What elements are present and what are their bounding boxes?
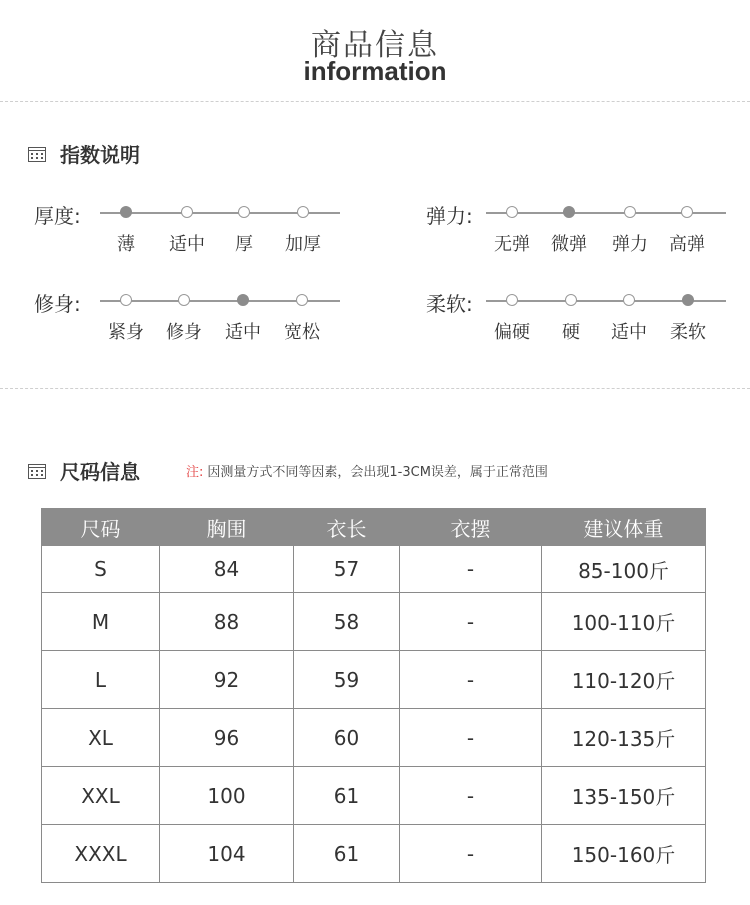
index-dot: [506, 206, 518, 218]
divider: [0, 101, 750, 102]
table-cell: 88: [160, 593, 294, 651]
table-cell: XXL: [42, 767, 160, 825]
index-dot: [120, 294, 132, 306]
table-cell: M: [42, 593, 160, 651]
table-cell: 92: [160, 651, 294, 709]
index-dot-selected: [120, 206, 132, 218]
table-header-row: [42, 509, 706, 546]
index-dot: [681, 206, 693, 218]
table-cell: 58: [294, 593, 400, 651]
index-option: 偏硬: [494, 322, 530, 343]
index-label: 弹力:: [426, 204, 473, 228]
index-dot-selected: [237, 294, 249, 306]
table-cell: 100: [160, 767, 294, 825]
table-cell: 59: [294, 651, 400, 709]
index-dot: [181, 206, 193, 218]
table-header-cell: 衣摆: [400, 509, 542, 546]
index-section-header: [28, 139, 140, 168]
calendar-icon: [28, 146, 46, 162]
size-section-header: [28, 456, 548, 485]
index-dot: [296, 294, 308, 306]
table-cell: -: [400, 546, 542, 593]
table-cell: 100-110斤: [542, 593, 706, 651]
index-option: 修身: [166, 322, 202, 343]
index-option: 适中: [225, 322, 261, 343]
size-section-title: 尺码信息: [60, 460, 140, 484]
index-option: 加厚: [285, 234, 321, 255]
index-row: [34, 288, 354, 348]
index-dot: [238, 206, 250, 218]
index-dot: [506, 294, 518, 306]
table-cell: -: [400, 825, 542, 883]
table-row: [42, 593, 706, 651]
index-label: 柔软:: [426, 292, 473, 316]
size-table: [41, 508, 706, 883]
table-row: [42, 825, 706, 883]
table-header-cell: 建议体重: [542, 509, 706, 546]
divider: [0, 388, 750, 389]
index-option: 薄: [117, 234, 135, 255]
table-header-cell: 胸围: [160, 509, 294, 546]
table-header-cell: 尺码: [42, 509, 160, 546]
page-header: [0, 0, 750, 100]
table-cell: 57: [294, 546, 400, 593]
table-cell: 61: [294, 767, 400, 825]
index-option: 适中: [611, 322, 647, 343]
index-row: [426, 288, 746, 348]
table-cell: 85-100斤: [542, 546, 706, 593]
index-option: 无弹: [494, 234, 530, 255]
index-dot-selected: [563, 206, 575, 218]
table-cell: 135-150斤: [542, 767, 706, 825]
note-label: 注:: [186, 465, 204, 480]
index-dot: [623, 294, 635, 306]
table-cell: XXXL: [42, 825, 160, 883]
index-dot: [565, 294, 577, 306]
table-cell: S: [42, 546, 160, 593]
table-row: [42, 546, 706, 593]
index-section-title: 指数说明: [60, 143, 140, 167]
index-dot: [178, 294, 190, 306]
table-cell: 104: [160, 825, 294, 883]
page-subtitle: information: [303, 56, 447, 86]
index-option: 宽松: [284, 322, 320, 343]
table-cell: 150-160斤: [542, 825, 706, 883]
page-title: 商品信息: [311, 28, 439, 63]
index-row: [426, 200, 746, 260]
table-cell: -: [400, 767, 542, 825]
calendar-icon: [28, 463, 46, 479]
index-option: 紧身: [108, 322, 144, 343]
index-dot: [297, 206, 309, 218]
table-cell: 110-120斤: [542, 651, 706, 709]
table-cell: 60: [294, 709, 400, 767]
table-cell: 61: [294, 825, 400, 883]
table-row: [42, 709, 706, 767]
index-option: 高弹: [669, 234, 705, 255]
index-option: 微弹: [551, 234, 587, 255]
index-option: 弹力: [612, 234, 648, 255]
table-cell: -: [400, 593, 542, 651]
table-cell: L: [42, 651, 160, 709]
note-text: 因测量方式不同等因素，会出现1-3CM误差，属于正常范围: [207, 465, 548, 480]
table-cell: 96: [160, 709, 294, 767]
index-option: 硬: [562, 322, 580, 343]
table-row: [42, 651, 706, 709]
index-dot: [624, 206, 636, 218]
table-cell: 84: [160, 546, 294, 593]
table-header-cell: 衣长: [294, 509, 400, 546]
index-option: 适中: [169, 234, 205, 255]
index-label: 厚度:: [34, 204, 81, 228]
table-row: [42, 767, 706, 825]
table-cell: -: [400, 709, 542, 767]
index-row: [34, 200, 354, 260]
index-option: 柔软: [670, 322, 706, 343]
index-option: 厚: [235, 234, 253, 255]
table-cell: 120-135斤: [542, 709, 706, 767]
table-cell: -: [400, 651, 542, 709]
index-label: 修身:: [34, 292, 81, 316]
index-dot-selected: [682, 294, 694, 306]
table-cell: XL: [42, 709, 160, 767]
